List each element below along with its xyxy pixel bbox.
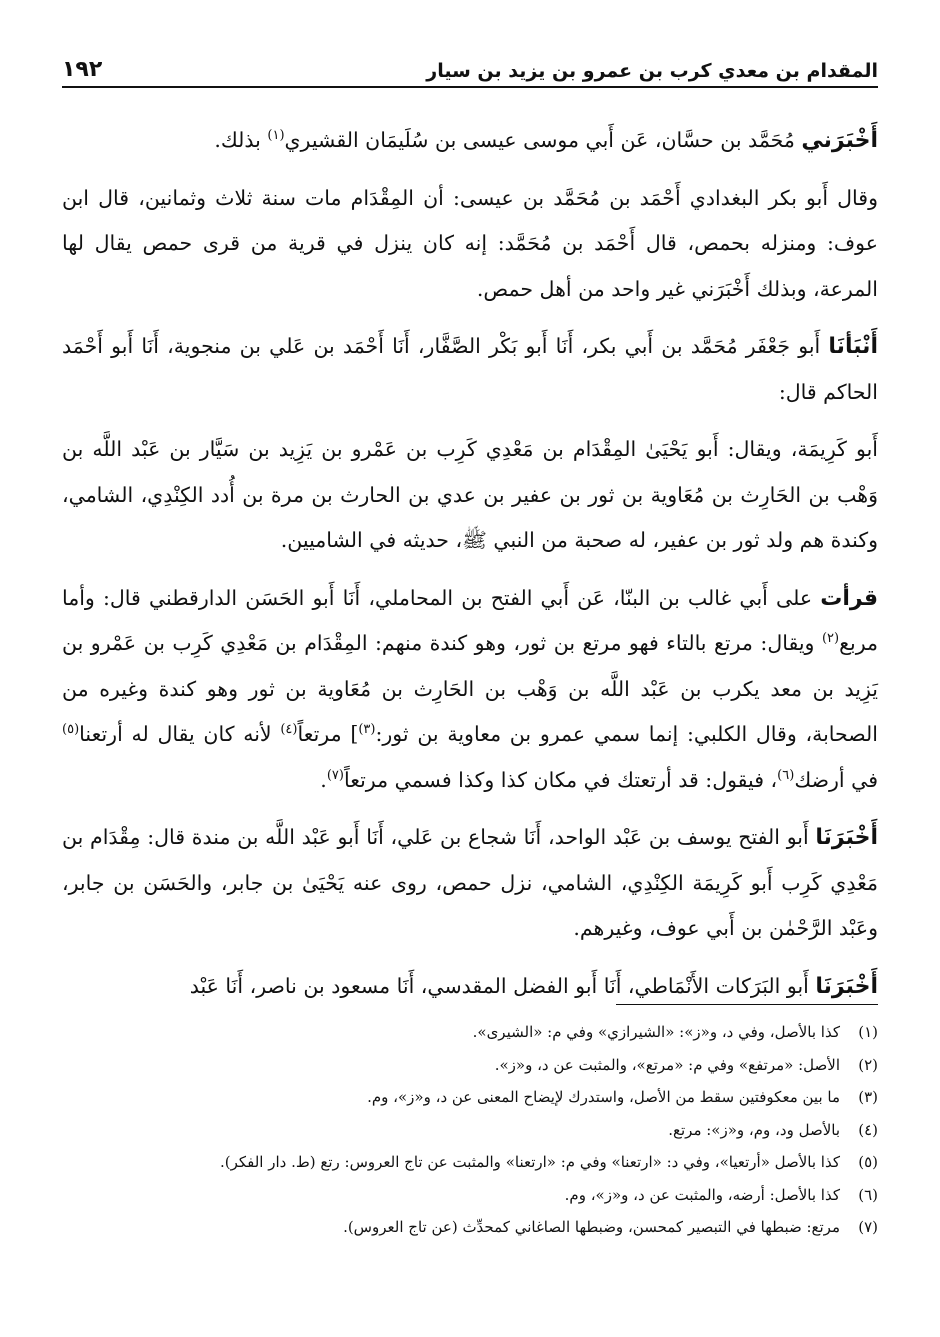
paragraph-text: أَبو الفتح يوسف بن عَبْد الواحد، أَنَا شجاع بن عَلي، أَنَا أَبو عَبْد اللَّه بن مندة قال: مِقْدَام بن مَعْدِي كَرِب أَبو كَرِيمَة الكِنْدِي، الشامي، نزل حمص، روى عنه يَحْيَىٰ بن جابر، والحَسَن بن جابر، وعَبْد الرَّحْمٰن بن أَبي عوف، وغيرهم.	[62, 825, 878, 940]
footnote	[62, 1049, 878, 1082]
footnote-reference: (٦)	[777, 767, 795, 783]
paragraph	[62, 576, 878, 804]
footnote-text: مرتع: ضبطها في التبصير كمحسن، وضبطها الصاغاني كمحدِّث (عن تاج العروس).	[343, 1218, 840, 1236]
paragraph-text: أَبو جَعْفَر مُحَمَّد بن أَبي بكر، أَنَا أَبو بَكْر الصَّفَّار، أَنَا أَحْمَد بن عَلي بن منجوية، أَنَا أَبو أَحْمَد الحاكم قال:	[62, 334, 878, 404]
paragraph-text: في أرضك	[794, 767, 878, 792]
paragraph-text: ، فيقول: قد أرتعتك في مكان كذا وكذا فسمي مرتعاً	[343, 767, 778, 792]
footnote-text: بالأصل ود، وم، و«ز»: مرتع.	[668, 1120, 840, 1139]
paragraph-lead-word: أَنْبَأنَا	[828, 334, 878, 359]
footnote	[62, 1114, 878, 1147]
paragraph-text: مُحَمَّد بن حسَّان، عَن أَبي موسى عيسى بن سُلَيمَان القشيري	[284, 128, 802, 152]
paragraph-text: .	[320, 767, 327, 792]
paragraph	[62, 118, 878, 164]
footnote	[62, 1016, 878, 1049]
footnotes	[62, 1016, 878, 1244]
footnote-text: ما بين معكوفتين سقط من الأصل، واستدرك لإيضاح المعنى عن د، و«ز»، وم.	[367, 1088, 840, 1106]
paragraph-text: أَبو البَرَكات الأَنْمَاطي، أَنَا أَبو الفضل المقدسي، أَنَا مسعود بن ناصر، أَنَا عَبْد	[189, 973, 816, 998]
paragraph-text: على أَبي غالب بن البنّا، عَن أَبي الفتح بن المحاملي، أَنَا أَبو الحَسَن الدارقطني قال: وأما مربع	[62, 585, 878, 655]
paragraph	[62, 176, 878, 313]
paragraph-text: ويقال: مرتع بالتاء فهو مرتع بن ثور، وهو كندة منهم: المِقْدَام بن مَعْدِي كَرِب بن عَمْرو بن يَزِيد بن معد يكرب بن عَبْد اللَّه بن وَهْب بن الحَارِث بن مُعَاوية بن ثور وهو كندة وغيره من الصحابة، وقال الكلبي: إنما سمي عمرو بن معاوية بن ثور:	[62, 631, 878, 746]
footnote-separator	[616, 1004, 878, 1005]
footnote-reference: (٣)	[358, 722, 376, 738]
footnote-text: كذا بالأصل، وفي د، و«ز»: «الشيرازي» وفي م: «الشيرى».	[472, 1023, 840, 1041]
paragraph-text: بذلك.	[214, 128, 268, 152]
footnote-number: (٢)	[858, 1055, 878, 1074]
footnote-number: (١)	[858, 1023, 878, 1041]
paragraph-text: أَبو كَرِيمَة، ويقال: أَبو يَحْيَىٰ المِقْدَام بن مَعْدِي كَرِب بن عَمْرو بن يَزِيد بن سَيَّار بن عَبْد اللَّه بن وَهْب بن الحَارِث بن مُعَاوية بن ثور بن عفير بن عدي بن الحارث بن مرة بن أُدد الكِنْدِي، الشامي، وكندة هم ولد ثور بن عفير، له صحبة من النبي ﷺ، حديثه في الشاميين.	[62, 437, 878, 552]
footnote	[62, 1179, 878, 1212]
footnote-reference: (٧)	[326, 767, 344, 783]
running-title: المقدام بن معدي كرب بن عمرو بن يزيد بن سيار	[426, 60, 878, 82]
paragraph-lead-word: قرأت	[820, 585, 878, 611]
footnote-number: (٤)	[858, 1120, 878, 1139]
footnote-number: (٣)	[858, 1088, 878, 1106]
paragraph-text: ] مرتعاً	[297, 722, 359, 746]
footnote	[62, 1146, 878, 1179]
footnote-number: (٦)	[858, 1185, 878, 1204]
footnote-reference: (١)	[267, 128, 285, 144]
paragraph	[62, 427, 878, 564]
paragraph-lead-word: أَخْبَرَنَا	[815, 825, 878, 850]
footnote-number: (٥)	[858, 1153, 878, 1171]
paragraph-text: لأنه كان يقال له أرتعنا	[79, 722, 281, 746]
footnote-text: كذا بالأصل: أرضه، والمثبت عن د، و«ز»، وم.	[564, 1185, 840, 1204]
paragraph-lead-word: أَخْبَرَني	[801, 128, 878, 153]
footnote-text: كذا بالأصل «أرتعيا»، وفي د: «ارتعنا» وفي م: «ارتعنا» والمثبت عن تاج العروس: رتع (ط. دار الفكر).	[219, 1153, 840, 1171]
footnote	[62, 1211, 878, 1244]
paragraph	[62, 324, 878, 415]
page-number: ١٩٢	[62, 57, 103, 82]
footnote-reference: (٢)	[821, 631, 840, 647]
page-header	[62, 48, 878, 88]
footnote-number: (٧)	[858, 1218, 878, 1236]
paragraph-lead-word: أَخْبَرَنَا	[815, 973, 878, 999]
paragraph	[62, 964, 878, 1010]
footnote	[62, 1081, 878, 1114]
paragraph	[62, 815, 878, 952]
footnote-text: الأصل: «مرتفع» وفي م: «مرتع»، والمثبت عن د، و«ز».	[494, 1055, 840, 1074]
footnote-reference: (٥)	[62, 722, 80, 738]
paragraph-text: وقال أَبو بكر البغدادي أَحْمَد بن مُحَمَّد بن عيسى: أن المِقْدَام مات سنة ثلاث وثمانين، قال ابن عوف: ومنزله بحمص، قال أَحْمَد بن مُحَمَّد: إنه كان ينزل في قرية من قرى حمص يقال لها المرعة، وبذلك أَخْبَرَني غير واحد من أهل حمص.	[62, 185, 878, 301]
main-text	[62, 118, 878, 1021]
footnote-reference: (٤)	[280, 722, 298, 738]
